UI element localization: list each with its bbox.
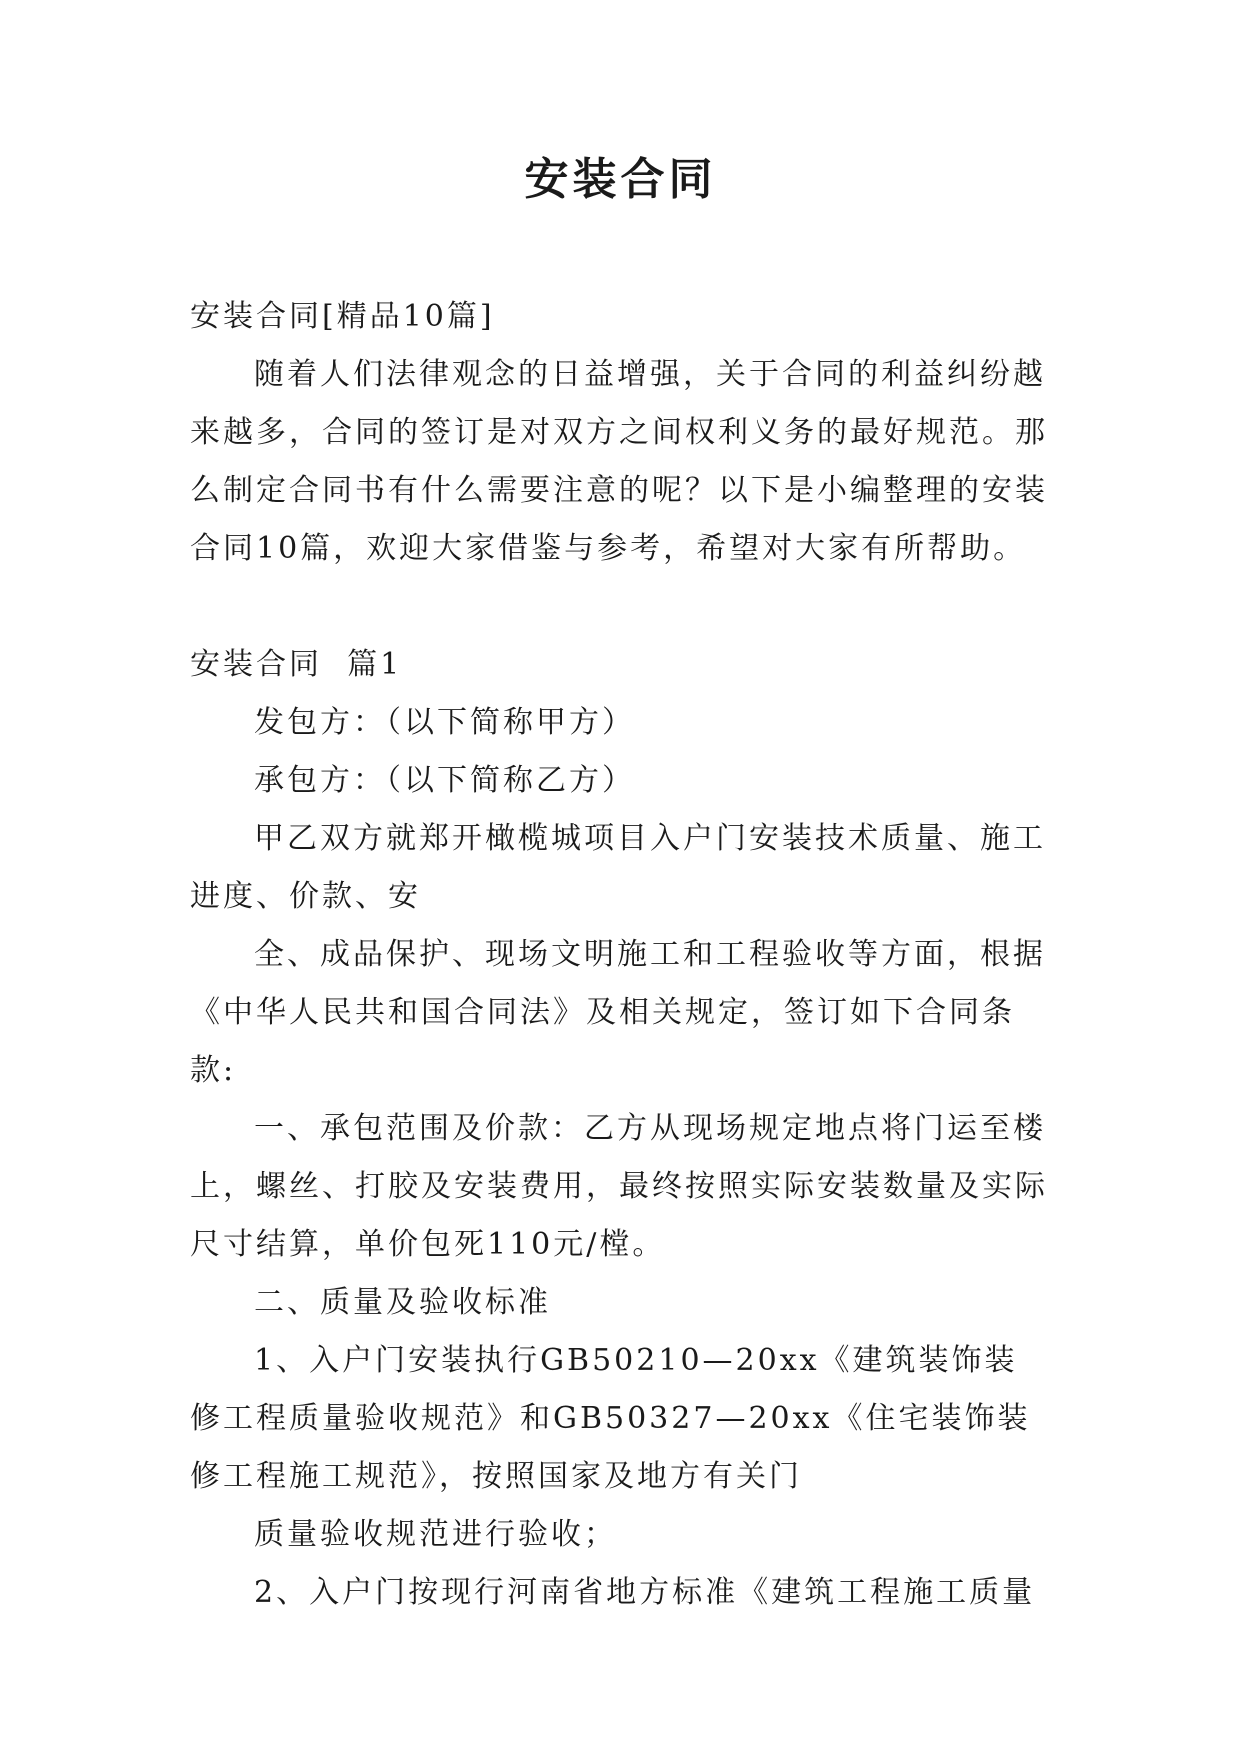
party-b-line: 承包方：（以下简称乙方）	[254, 763, 635, 798]
subtitle-line: 安装合同[精品10篇]	[190, 299, 495, 334]
clause-item-2: 2、入户门按现行河南省地方标准《建筑工程施工质量	[254, 1575, 1036, 1610]
section-heading: 安装合同 篇1	[190, 647, 403, 682]
paragraph-spacer	[190, 578, 1050, 636]
clause-item-1: 1、入户门安装执行GB50210—20xx《建筑装饰装修工程质量验收规范》和GB50327—20xx《住宅装饰装修工程施工规范》，按照国家及地方有关门	[190, 1343, 1031, 1494]
clause-scope-price: 一、承包范围及价款：乙方从现场规定地点将门运至楼上，螺丝、打胶及安装费用，最终按照实际安装数量及实际尺寸结算，单价包死110元/樘。	[190, 1111, 1048, 1262]
contract-paragraph: 甲乙双方就郑开橄榄城项目入户门安装技术质量、施工进度、价款、安	[190, 821, 1046, 914]
clause-item-1-cont: 质量验收规范进行验收；	[254, 1517, 617, 1552]
document-body	[190, 288, 1050, 1622]
party-a-line: 发包方：（以下简称甲方）	[254, 705, 635, 740]
contract-paragraph: 全、成品保护、现场文明施工和工程验收等方面，根据《中华人民共和国合同法》及相关规定，签订如下合同条款:	[190, 937, 1046, 1088]
clause-quality-heading: 二、质量及验收标准	[254, 1285, 551, 1320]
intro-paragraph: 随着人们法律观念的日益增强，关于合同的利益纠纷越来越多，合同的签订是对双方之间权利义务的最好规范。那么制定合同书有什么需要注意的呢？以下是小编整理的安装合同10篇，欢迎大家借鉴与参考，希望对大家有所帮助。	[190, 357, 1048, 566]
document-title: 安装合同	[524, 154, 717, 205]
